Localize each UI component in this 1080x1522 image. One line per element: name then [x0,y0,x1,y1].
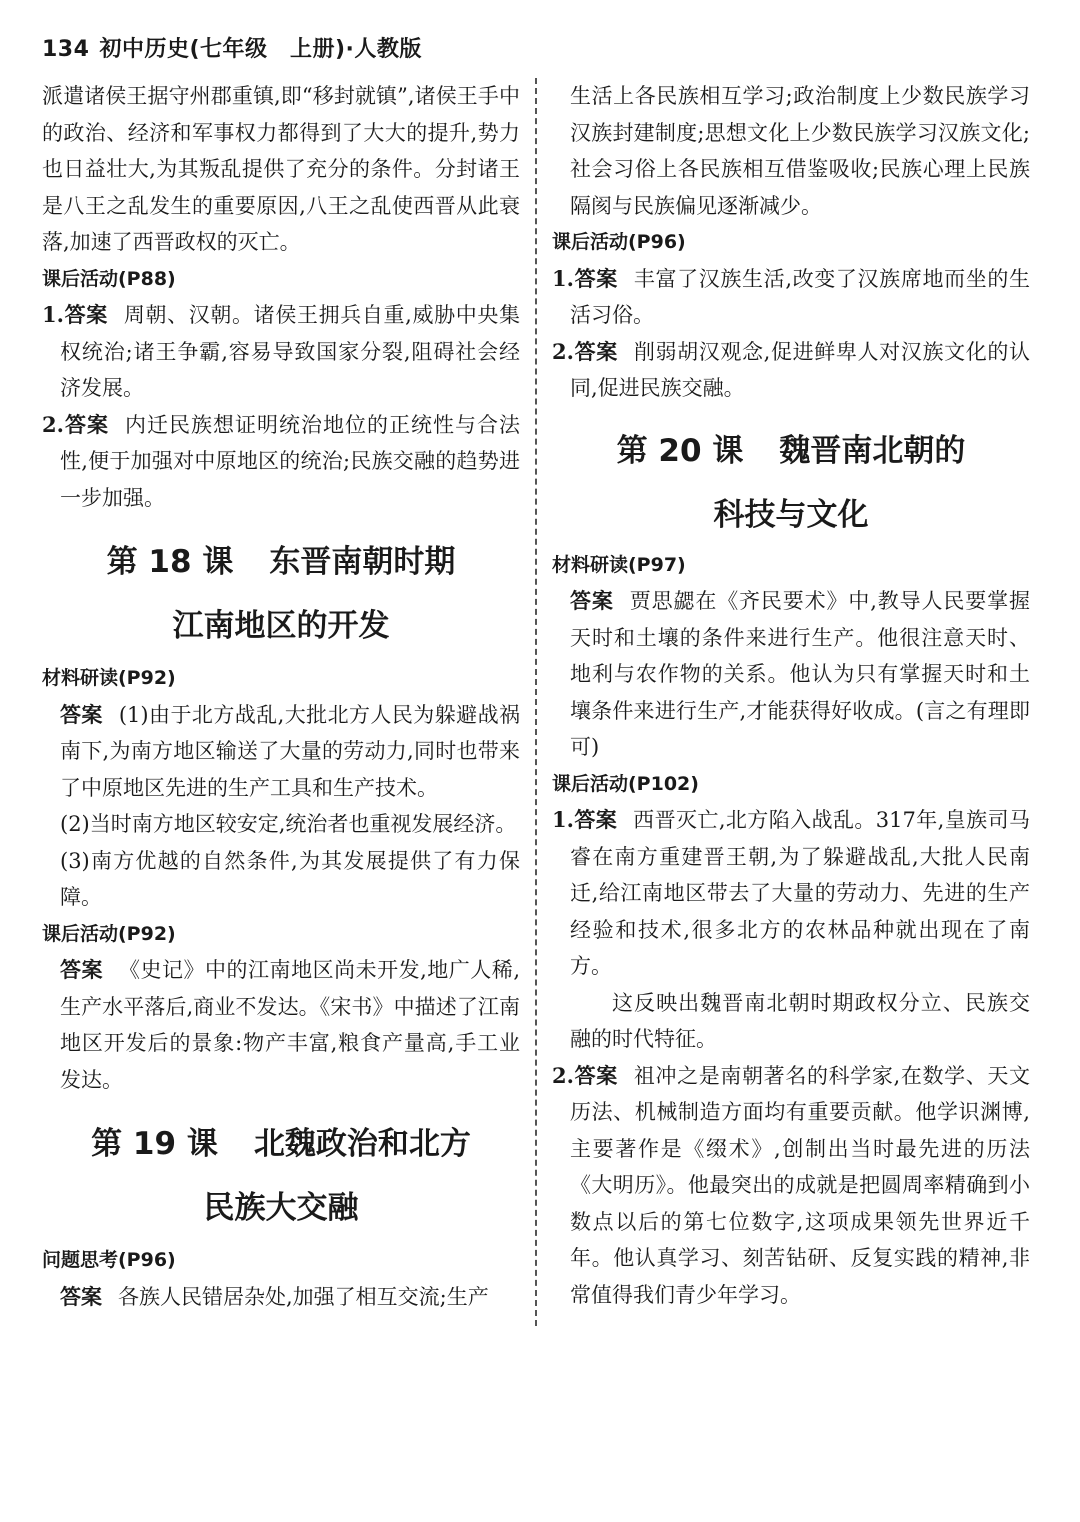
answer-text: 周朝、汉朝。诸侯王拥兵自重,威胁中央集权统治;诸王争霸,容易导致国家分裂,阻碍社会经济发展。 [60,303,520,400]
book-title: 初中历史(七年级 上册)·人教版 [99,37,422,62]
item-number: 2. [552,1062,574,1088]
answer-paragraph: (3)南方优越的自然条件,为其发展提供了有力保障。 [60,848,520,909]
right-column [552,78,1030,1313]
answer-label: 答案 [570,589,614,613]
answer-label: 答案 [573,266,618,291]
section-heading: 课后活动(P92) [42,922,176,945]
answer-paragraph: 这反映出魏晋南北朝时期政权分立、民族交融的时代特征。 [570,990,1030,1051]
lesson-title-text: 东晋南朝时期 [269,544,456,580]
lesson-title-18 [42,530,520,658]
answer-text: 丰富了汉族生活,改变了汉族席地而坐的生活习俗。 [570,266,1030,327]
answer-label: 答案 [63,303,108,327]
answer-paragraph [42,1279,520,1316]
page-header [42,32,422,63]
continued-paragraph: 生活上各民族相互学习;政治制度上少数民族学习汉族封建制度;思想文化上少数民族学习汉族文化;社会习俗上各民族相互借鉴吸收;民族心理上民族隔阂与民族偏见逐渐减少。 [570,84,1030,218]
lesson-title-line1 [42,530,520,594]
answer-label: 答案 [573,1063,618,1088]
answer-text: 《史记》中的江南地区尚未开发,地广人稀,生产水平落后,商业不发达。《宋书》中描述了江南地区开发后的景象:物产丰富,粮食产量高,手工业发达。 [60,958,520,1092]
answer-item [42,297,520,407]
answer-item [552,1058,1030,1314]
section-heading: 问题思考(P96) [42,1249,176,1271]
answer-text: 各族人民错居杂处,加强了相互交流;生产 [118,1284,489,1309]
item-number: 2. [552,338,574,364]
lesson-title-20 [552,419,1030,547]
lesson-title-line2: 江南地区的开发 [172,608,390,644]
answer-label: 答案 [573,339,618,364]
left-column [42,78,520,1315]
answer-item [552,802,1030,985]
answer-text: 内迁民族想证明统治地位的正统性与合法性,便于加强对中原地区的统治;民族交融的趋势进一步加强。 [60,412,521,510]
section-heading: 课后活动(P96) [552,231,686,253]
answer-paragraph [42,697,520,807]
answer-item [552,261,1030,334]
lesson-number: 第 19 课 [91,1126,218,1162]
item-number: 1. [552,265,574,291]
answer-label: 答案 [60,1284,102,1309]
lesson-title-19 [42,1112,520,1240]
answer-text: 祖冲之是南朝著名的科学家,在数学、天文历法、机械制造方面均有重要贡献。他学识渊博,主要著作是《缀术》,创制出当时最先进的历法《大明历》。他最突出的成就是把圆周率精确到小数点以后的第七位数字,这项成果领先世界近千年。他认真学习、刻苦钻研、反复实践的精神,非常值得我们青少年学习。 [570,1063,1030,1307]
item-number: 1. [552,807,574,832]
answer-text: 贾思勰在《齐民要术》中,教导人民要掌握天时和土壤的条件来进行生产。他很注意天时、地利与农作物的关系。他认为只有掌握天时和土壤条件来进行生产,才能获得好收成。(言之有理即可) [570,589,1030,759]
lesson-title-line2: 科技与文化 [713,496,869,533]
section-heading: 课后活动(P102) [552,772,699,795]
lesson-number: 第 20 课 [616,432,744,469]
answer-item [42,407,520,517]
answer-label: 答案 [60,702,103,727]
section-heading: 课后活动(P88) [42,267,176,290]
lesson-title-line1 [42,1112,520,1176]
lesson-title-line2: 民族大交融 [203,1190,359,1226]
answer-label: 答案 [573,808,618,832]
item-number: 2. [42,411,64,437]
lesson-title-text: 魏晋南北朝的 [779,432,966,469]
answer-text: 削弱胡汉观念,促进鲜卑人对汉族文化的认同,促进民族交融。 [570,339,1030,400]
intro-paragraph: 派遣诸侯王据守州郡重镇,即“移封就镇”,诸侯王手中的政治、经济和军事权力都得到了大大的提升,势力也日益壮大,为其叛乱提供了充分的条件。分封诸王是八王之乱发生的重要原因,八王之乱使西晋从此衰落,加速了西晋政权的灭亡。 [42,84,520,254]
section-heading: 材料研读(P97) [552,553,686,576]
page-number: 134 [42,37,90,62]
answer-text: 西晋灭亡,北方陷入战乱。317年,皇族司马睿在南方重建晋王朝,为了躲避战乱,大批人民南迁,给江南地区带去了大量的劳动力、先进的生产经验和技术,很多北方的农林品种就出现在了南方。 [570,808,1030,978]
answer-label: 答案 [60,958,104,982]
answer-paragraph [552,583,1030,766]
answer-label: 答案 [63,412,109,437]
column-divider [535,78,537,1326]
item-number: 1. [42,302,64,327]
lesson-number: 第 18 课 [106,544,234,580]
answer-text: (1)由于北方战乱,大批北方人民为躲避战祸南下,为南方地区输送了大量的劳动力,同时也带来了中原地区先进的生产工具和生产技术。 [60,702,521,800]
lesson-title-text: 北魏政治和北方 [253,1126,471,1162]
answer-item [552,334,1030,407]
answer-paragraph: (2)当时南方地区较安定,统治者也重视发展经济。 [60,812,517,836]
lesson-title-line1 [552,419,1030,483]
section-heading: 材料研读(P92) [42,667,176,689]
answer-paragraph [42,952,520,1098]
